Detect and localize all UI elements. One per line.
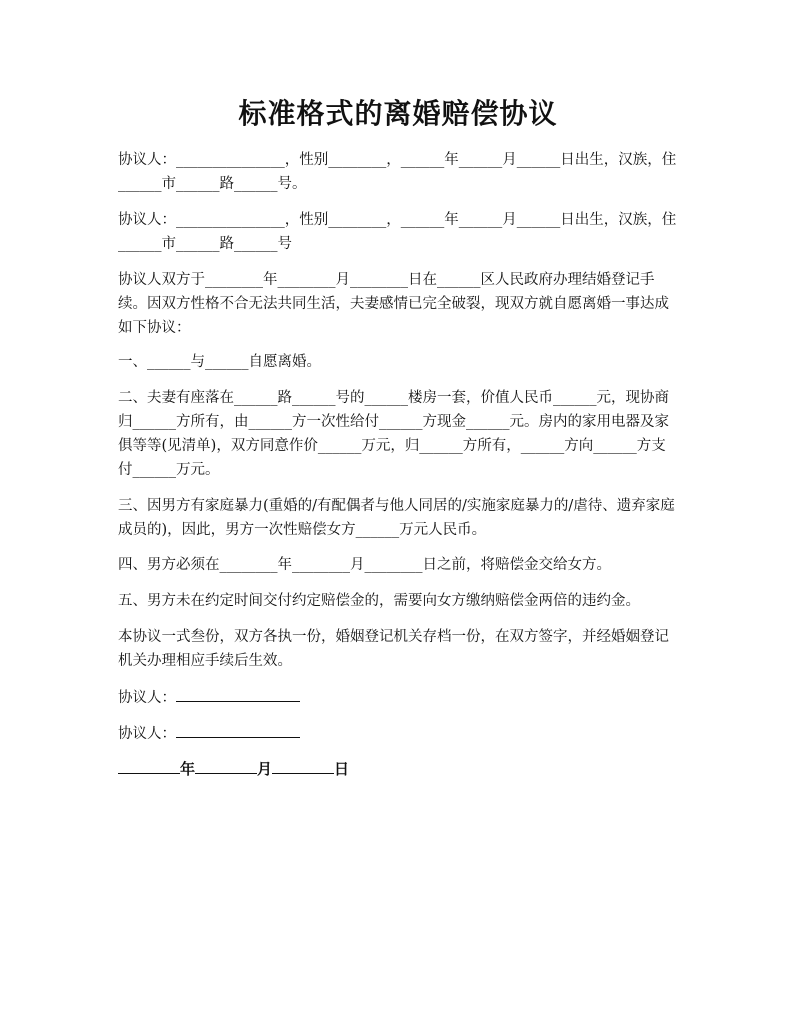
party-2-info: 协议人：_______________，性别________，______年______月______日出生，汉族，住______市______路______号 <box>118 212 677 252</box>
day-blank <box>272 759 334 774</box>
month-blank <box>195 759 257 774</box>
marriage-registration-paragraph: 协议人双方于________年________月________日在______区人民政府办理结婚登记手续。因双方性格不合无法共同生活，夫妻感情已完全破裂，现双方就自愿离婚一事达成如下协议： <box>118 272 669 336</box>
effectiveness-paragraph: 本协议一式叁份，双方各执一份，婚姻登记机关存档一份，在双方签字，并经婚姻登记机关办理相应手续后生效。 <box>118 629 669 669</box>
signature-party-2 <box>118 722 678 746</box>
clause-1-divorce: 一、______与______自愿离婚。 <box>118 354 321 370</box>
year-blank <box>118 759 180 774</box>
day-label: 日 <box>334 760 350 778</box>
signature-line <box>176 687 300 702</box>
clause-2-property: 二、夫妻有座落在______路______号的______楼房一套，价值人民币______元，现协商归______方所有，由______方一次性给付______方现金______元。房内的家用电器及家俱等等(见清单)，双方同意作价______万元，归______方所有，______方向______方支付______万元。 <box>118 390 669 478</box>
signing-date <box>118 758 349 779</box>
month-label: 月 <box>257 760 273 778</box>
party-1-info: 协议人：_______________，性别________，______年______月______日出生，汉族，住______市______路______号。 <box>118 152 677 192</box>
clause-3-compensation: 三、因男方有家庭暴力(重婚的/有配偶者与他人同居的/实施家庭暴力的/虐待、遗弃家庭成员的)，因此，男方一次性赔偿女方______万元人民币。 <box>118 498 675 538</box>
clause-5-penalty: 五、男方未在约定时间交付约定赔偿金的，需要向女方缴纳赔偿金两倍的违约金。 <box>118 593 640 609</box>
clause-4-deadline: 四、男方必须在________年________月________日之前，将赔偿金交给女方。 <box>118 557 611 573</box>
signature-line <box>176 723 300 738</box>
document-title: 标准格式的离婚赔偿协议 <box>238 97 558 130</box>
year-label: 年 <box>180 760 196 778</box>
signature-label: 协议人： <box>118 690 176 706</box>
signature-party-1 <box>118 686 678 710</box>
signature-label: 协议人： <box>118 726 176 742</box>
